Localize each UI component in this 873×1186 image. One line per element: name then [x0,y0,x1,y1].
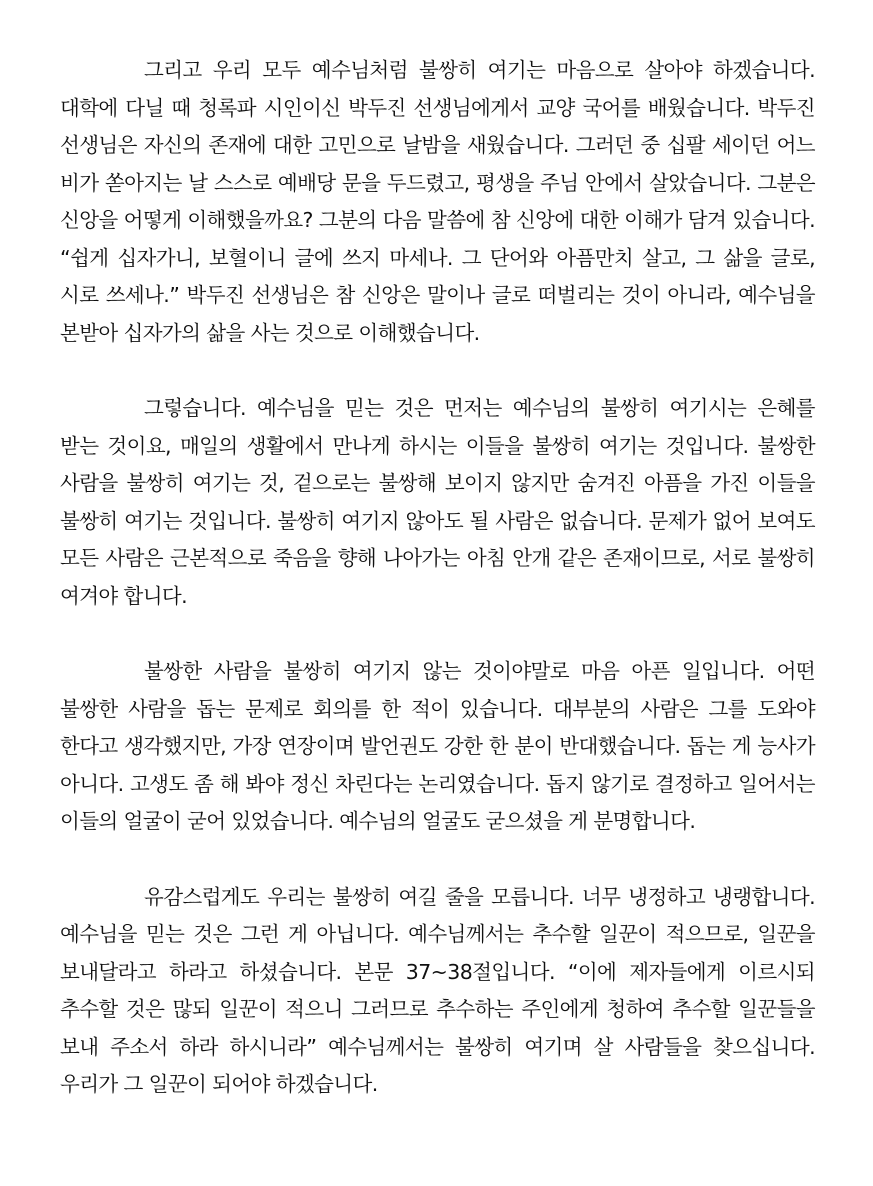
paragraph-2: 그렇습니다. 예수님을 믿는 것은 먼저는 예수님의 불쌍히 여기시는 은혜를 받는 것이요, 매일의 생활에서 만나게 하시는 이들을 불쌍히 여기는 것입니다. 불쌍한 사람을 불쌍히 여기는 것, 겉으로는 불쌍해 보이지 않지만 숨겨진 아픔을 가진 이들을 불쌍히 여기는 것입니다. 불쌍히 여기지 않아도 될 사람은 없습니다. 문제가 없어 보여도 모든 사람은 근본적으로 죽음을 향해 나아가는 아침 안개 같은 존재이므로, 서로 불쌍히 여겨야 합니다. [60,396,815,608]
paragraph-1: 그리고 우리 모두 예수님처럼 불쌍히 여기는 마음으로 살아야 하겠습니다. 대학에 다닐 때 청록파 시인이신 박두진 선생님에게서 교양 국어를 배웠습니다. 박두진 선생님은 자신의 존재에 대한 고민으로 날밤을 새웠습니다. 그러던 중 십팔 세이던 어느 비가 쏟아지는 날 스스로 예배당 문을 두드렸고, 평생을 주님 안에서 살았습니다. 그분은 신앙을 어떻게 이해했을까요? 그분의 다음 말씀에 참 신앙에 대한 이해가 담겨 있습니다. “쉽게 십자가니, 보혈이니 글에 쓰지 마세나. 그 단어와 아픔만치 살고, 그 삶을 글로, 시로 쓰세나.” 박두진 선생님은 참 신앙은 말이나 글로 떠벌리는 것이 아니라, 예수님을 본받아 십자가의 삶을 사는 것으로 이해했습니다. [60,58,815,345]
paragraph-3: 불쌍한 사람을 불쌍히 여기지 않는 것이야말로 마음 아픈 일입니다. 어떤 불쌍한 사람을 돕는 문제로 회의를 한 적이 있습니다. 대부분의 사람은 그를 도와야 한다고 생각했지만, 가장 연장이며 발언권도 강한 한 분이 반대했습니다. 돕는 게 능사가 아니다. 고생도 좀 해 봐야 정신 차린다는 논리였습니다. 돕지 않기로 결정하고 일어서는 이들의 얼굴이 굳어 있었습니다. 예수님의 얼굴도 굳으셨을 게 분명합니다. [60,659,815,833]
paragraph-4: 유감스럽게도 우리는 불쌍히 여길 줄을 모릅니다. 너무 냉정하고 냉랭합니다. 예수님을 믿는 것은 그런 게 아닙니다. 예수님께서는 추수할 일꾼이 적으므로, 일꾼을 보내달라고 하라고 하셨습니다. 본문 37~38절입니다. “이에 제자들에게 이르시되 추수할 것은 많되 일꾼이 적으니 그러므로 추수하는 주인에게 청하여 추수할 일꾼들을 보내 주소서 하라 하시니라” 예수님께서는 불쌍히 여기며 살 사람들을 찾으십니다. 우리가 그 일꾼이 되어야 하겠습니다. [60,884,815,1096]
